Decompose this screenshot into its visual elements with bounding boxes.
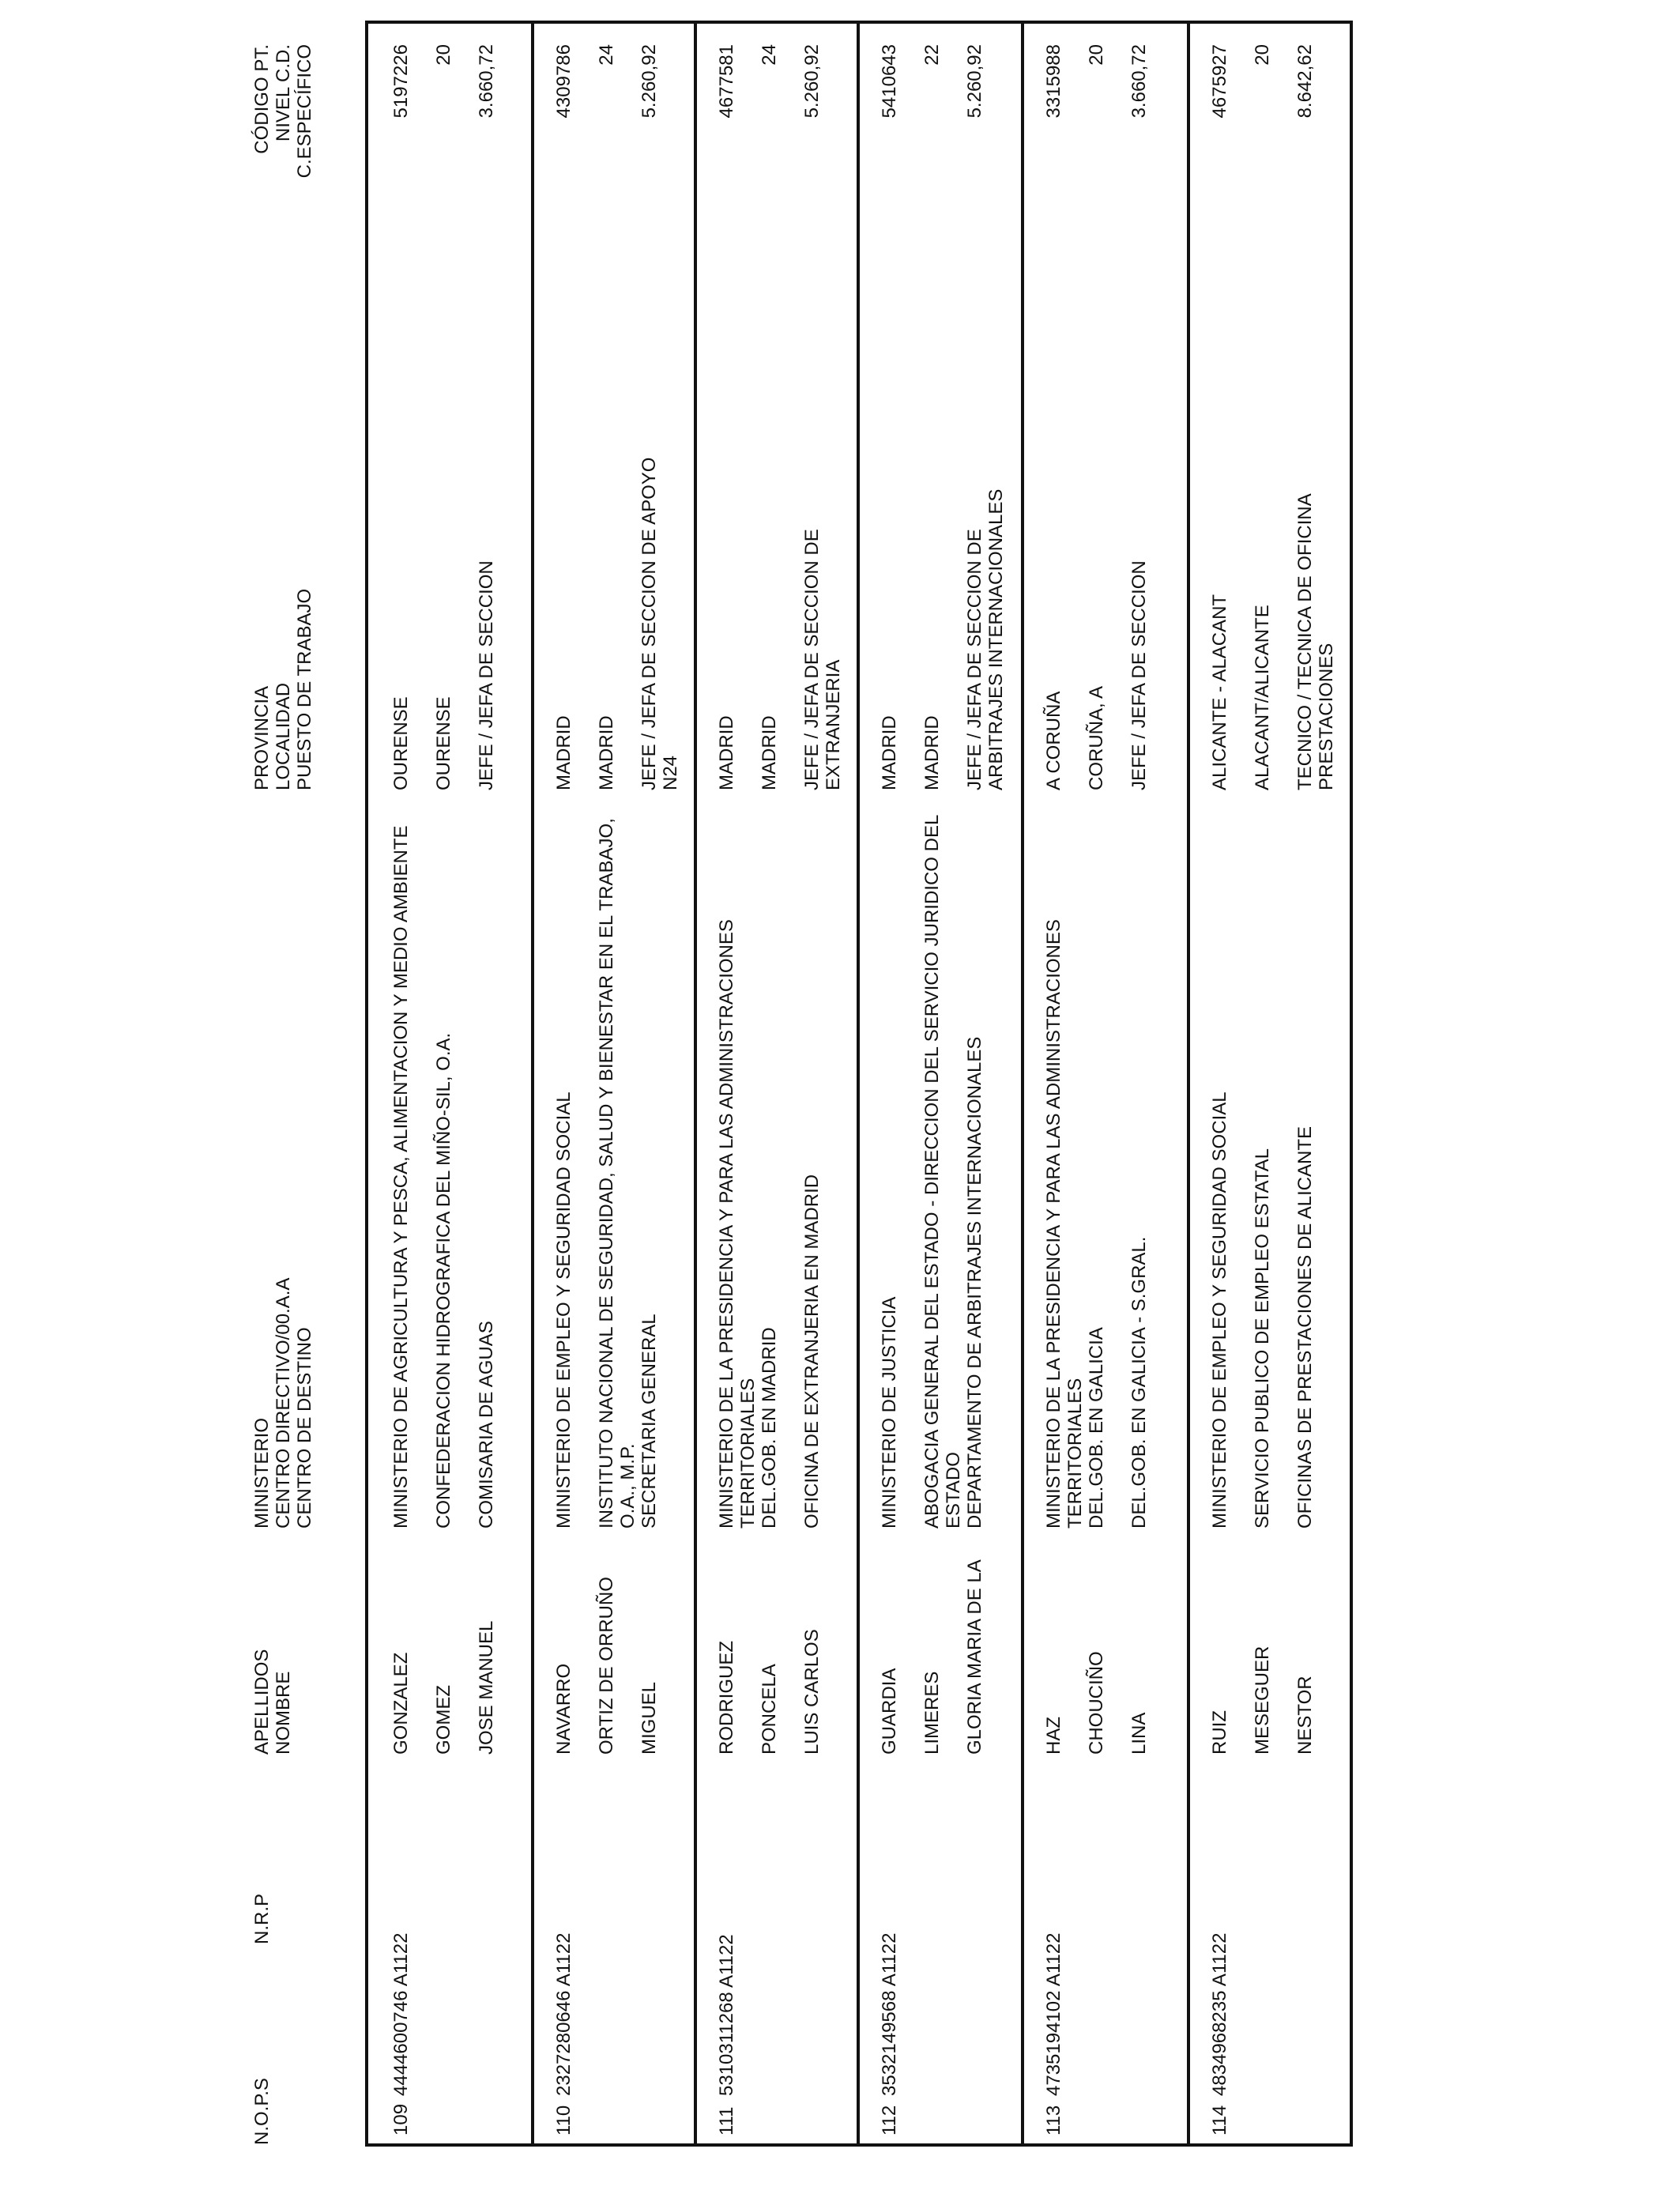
record-provincia: A CORUÑA xyxy=(1043,691,1064,790)
record-localidad: MADRID xyxy=(759,715,780,790)
record-nops: 111 xyxy=(716,2106,737,2136)
record-nivel: 24 xyxy=(759,44,780,66)
record-centro-destino: OFICINA DE EXTRANJERIA EN MADRID xyxy=(801,1174,823,1529)
record-nops: 110 xyxy=(553,2105,574,2136)
header-ministerio-label: MINISTERIO xyxy=(251,1417,273,1529)
record-apellido2: CHOUCIÑO xyxy=(1086,1651,1107,1755)
record-apellido1: HAZ xyxy=(1043,1717,1064,1755)
record-nombre: GLORIA MARIA DE LA xyxy=(964,1559,985,1755)
record-ministerio: MINISTERIO DE JUSTICIA xyxy=(879,1296,900,1529)
record-apellido2: MESEGUER xyxy=(1252,1646,1273,1755)
record-nivel: 20 xyxy=(433,44,454,66)
record-nrp: 5310311268 A1122 xyxy=(716,1934,737,2096)
record-centro-destino: DEPARTAMENTO DE ARBITRAJES INTERNACIONALES xyxy=(964,1036,985,1529)
record-separator xyxy=(1021,22,1024,2145)
header-ministerio xyxy=(251,1278,315,1529)
header-puesto-label: PUESTO DE TRABAJO xyxy=(294,588,315,790)
header-nops xyxy=(251,2078,273,2145)
record-codigo: 4675927 xyxy=(1209,44,1230,119)
record-provincia: OURENSE xyxy=(390,696,412,790)
record-centro-destino: OFICINAS DE PRESTACIONES DE ALICANTE xyxy=(1294,1126,1316,1529)
record-nivel: 24 xyxy=(596,44,617,66)
header-centro-directivo-label: CENTRO DIRECTIVO/00.A.A xyxy=(273,1277,294,1529)
record-codigo: 5410643 xyxy=(879,44,900,119)
record-nrp: 4444600746 A1122 xyxy=(390,1932,412,2096)
header-apellidos xyxy=(251,1649,294,1755)
header-centro-destino-label: CENTRO DE DESTINO xyxy=(294,1327,315,1529)
record-puesto: TECNICO / TECNICA DE OFICINA PRESTACIONES xyxy=(1294,494,1337,790)
record-nops: 114 xyxy=(1209,2105,1230,2136)
record-apellido2: ORTIZ DE ORRUÑO xyxy=(596,1577,617,1755)
header-nivel-label: NIVEL C.D. xyxy=(273,44,294,142)
record-ministerio: MINISTERIO DE LA PRESIDENCIA Y PARA LAS ADMINISTRACIONES TERRITORIALES xyxy=(716,919,759,1529)
record-provincia: MADRID xyxy=(553,715,574,790)
record-nivel: 20 xyxy=(1252,44,1273,66)
record-especifico: 8.642,62 xyxy=(1294,44,1316,119)
record-separator xyxy=(1187,22,1190,2145)
record-centro-destino: DEL.GOB. EN GALICIA - S.GRAL. xyxy=(1128,1236,1150,1529)
record-nombre: LUIS CARLOS xyxy=(801,1629,823,1755)
record-separator xyxy=(531,22,534,2145)
record-ministerio: MINISTERIO DE AGRICULTURA Y PESCA, ALIMENTACION Y MEDIO AMBIENTE xyxy=(390,825,412,1529)
record-separator xyxy=(857,22,860,2145)
record-centro-destino: COMISARIA DE AGUAS xyxy=(476,1321,497,1529)
record-especifico: 5.260,92 xyxy=(801,44,823,119)
record-ministerio: MINISTERIO DE EMPLEO Y SEGURIDAD SOCIAL xyxy=(1209,1091,1230,1529)
header-codigo xyxy=(251,44,315,242)
record-puesto: JEFE / JEFA DE SECCION xyxy=(1128,560,1150,790)
record-apellido1: RUIZ xyxy=(1209,1710,1230,1755)
record-nombre: LINA xyxy=(1128,1712,1150,1755)
record-centro-directivo: CONFEDERACION HIDROGRAFICA DEL MIÑO-SIL, O.A. xyxy=(433,1032,454,1529)
record-nops: 113 xyxy=(1043,2105,1064,2136)
record-codigo: 5197226 xyxy=(390,44,412,119)
record-localidad: CORUÑA, A xyxy=(1086,685,1107,790)
record-nivel: 22 xyxy=(921,44,943,66)
record-nombre: JOSE MANUEL xyxy=(476,1620,497,1755)
record-especifico: 3.660,72 xyxy=(1128,44,1150,119)
record-localidad: ALACANT/ALICANTE xyxy=(1252,605,1273,790)
record-especifico: 5.260,92 xyxy=(638,44,660,119)
record-codigo: 4309786 xyxy=(553,44,574,119)
record-apellido2: LIMERES xyxy=(921,1671,943,1755)
header-localidad-label: LOCALIDAD xyxy=(273,682,294,790)
record-ministerio: MINISTERIO DE LA PRESIDENCIA Y PARA LAS ADMINISTRACIONES TERRITORIALES xyxy=(1043,919,1086,1529)
record-puesto: JEFE / JEFA DE SECCION DE ARBITRAJES INTERNACIONALES xyxy=(964,488,1007,790)
record-ministerio: MINISTERIO DE EMPLEO Y SEGURIDAD SOCIAL xyxy=(553,1091,574,1529)
record-nrp: 2327280646 A1122 xyxy=(553,1932,574,2096)
record-apellido1: NAVARRO xyxy=(553,1663,574,1755)
record-especifico: 3.660,72 xyxy=(476,44,497,119)
record-nrp: 4735194102 A1122 xyxy=(1043,1932,1064,2096)
record-apellido1: RODRIGUEZ xyxy=(716,1641,737,1755)
record-nivel: 20 xyxy=(1086,44,1107,66)
header-nops-label: N.O.P.S xyxy=(251,2078,273,2145)
record-nops: 112 xyxy=(879,2105,900,2136)
record-nrp: 4834968235 A1122 xyxy=(1209,1932,1230,2096)
header-provincia-label: PROVINCIA xyxy=(251,685,273,790)
record-centro-directivo: SERVICIO PUBLICO DE EMPLEO ESTATAL xyxy=(1252,1148,1273,1529)
record-separator xyxy=(694,22,697,2145)
record-puesto: JEFE / JEFA DE SECCION DE APOYO N24 xyxy=(638,457,681,790)
record-puesto: JEFE / JEFA DE SECCION DE EXTRANJERIA xyxy=(801,529,844,790)
header-codigo-label: CÓDIGO PT. xyxy=(251,44,273,154)
record-localidad: MADRID xyxy=(596,715,617,790)
header-nrp xyxy=(251,1894,273,1944)
record-puesto: JEFE / JEFA DE SECCION xyxy=(476,560,497,790)
header-apellidos-label: APELLIDOS xyxy=(251,1649,273,1755)
record-nops: 109 xyxy=(390,2103,412,2136)
record-centro-directivo: DEL.GOB. EN MADRID xyxy=(759,1327,780,1529)
record-codigo: 4677581 xyxy=(716,44,737,119)
record-apellido1: GUARDIA xyxy=(879,1668,900,1755)
record-centro-directivo: ABOGACIA GENERAL DEL ESTADO - DIRECCION DEL SERVICIO JURIDICO DEL ESTADO xyxy=(921,815,964,1529)
record-provincia: MADRID xyxy=(879,715,900,790)
header-provincia xyxy=(251,589,315,790)
record-localidad: OURENSE xyxy=(433,696,454,790)
record-apellido2: GOMEZ xyxy=(433,1685,454,1755)
record-localidad: MADRID xyxy=(921,715,943,790)
record-centro-directivo: INSTITUTO NACIONAL DE SEGURIDAD, SALUD Y BIENESTAR EN EL TRABAJO, O.A., M.P. xyxy=(596,818,638,1529)
record-centro-destino: SECRETARIA GENERAL xyxy=(638,1314,660,1529)
record-especifico: 5.260,92 xyxy=(964,44,985,119)
record-apellido1: GONZALEZ xyxy=(390,1652,412,1755)
record-provincia: ALICANTE - ALACANT xyxy=(1209,594,1230,790)
record-apellido2: PONCELA xyxy=(759,1664,780,1755)
record-provincia: MADRID xyxy=(716,715,737,790)
record-codigo: 3315988 xyxy=(1043,44,1064,119)
record-centro-directivo: DEL.GOB. EN GALICIA xyxy=(1086,1327,1107,1529)
header-nrp-label: N.R.P xyxy=(251,1893,273,1944)
record-nombre: NESTOR xyxy=(1294,1676,1316,1755)
header-especifico-label: C.ESPECÍFICO xyxy=(294,44,315,179)
record-nrp: 3532149568 A1122 xyxy=(879,1932,900,2096)
header-nombre-label: NOMBRE xyxy=(273,1671,294,1755)
record-nombre: MIGUEL xyxy=(638,1681,660,1755)
